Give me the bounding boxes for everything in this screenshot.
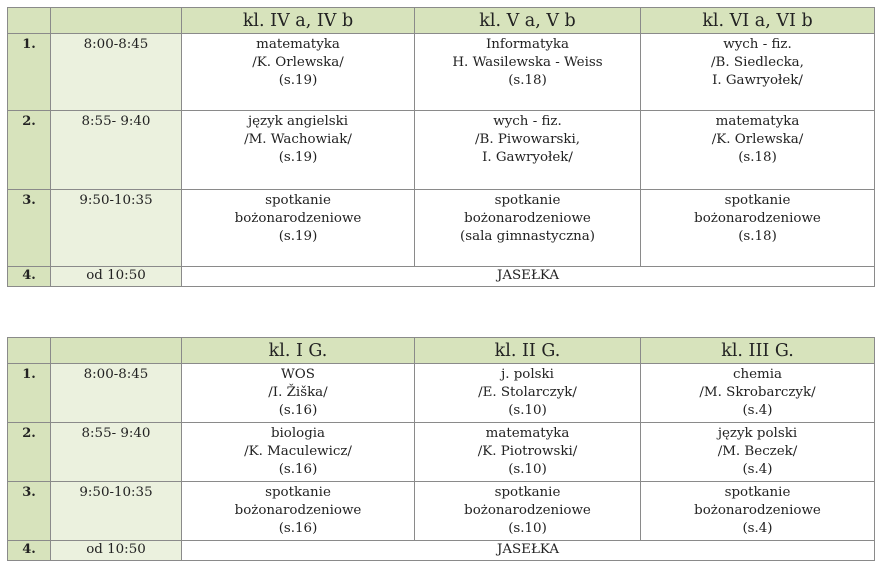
schedule-table-primary (7, 7, 875, 287)
lesson-cell (182, 364, 415, 423)
lesson-cell (182, 482, 415, 541)
lesson-cell (641, 111, 875, 190)
header-class-vi: kl. VI a, VI b (641, 8, 875, 34)
lesson-subject: bożonarodzeniowe (234, 211, 362, 227)
header-class-iii-g: kl. III G. (641, 338, 875, 364)
lesson-room: (s.4) (742, 403, 773, 419)
schedule-table-gimnazjum (7, 337, 875, 561)
lesson-teacher: H. Wasilewska - Weiss (452, 55, 603, 71)
lesson-teacher: /I. Žiška/ (268, 385, 328, 401)
lesson-subject: bożonarodzeniowe (234, 503, 362, 519)
lesson-subject: Informatyka (485, 37, 570, 52)
lesson-teacher: /K. Orlewska/ (252, 55, 344, 71)
table-row (8, 482, 875, 541)
lesson-cell (641, 34, 875, 111)
lesson-number: 2. (8, 423, 51, 482)
lesson-subject: spotkanie (265, 485, 331, 500)
lesson-room: (s.10) (508, 521, 547, 537)
table-row (8, 364, 875, 423)
lesson-number: 3. (8, 482, 51, 541)
lesson-time: 9:50-10:35 (51, 190, 182, 267)
lesson-number: 4. (8, 267, 51, 287)
lesson-cell (415, 423, 641, 482)
lesson-teacher: /K. Maculewicz/ (244, 444, 352, 460)
lesson-teacher: /E. Stolarczyk/ (478, 385, 577, 401)
lesson-teacher: /M. Beczek/ (717, 444, 798, 460)
lesson-cell (641, 423, 875, 482)
lesson-subject: bożonarodzeniowe (464, 503, 591, 519)
header-class-i-g: kl. I G. (182, 338, 415, 364)
table-row (8, 423, 875, 482)
lesson-cell (641, 364, 875, 423)
lesson-teacher: I. Gawryołek/ (482, 150, 573, 166)
lesson-cell (182, 34, 415, 111)
table-row (8, 267, 875, 287)
lesson-room: (s.18) (738, 150, 777, 166)
lesson-time: 9:50-10:35 (51, 482, 182, 541)
lesson-room: (s.4) (742, 521, 773, 537)
lesson-room: (s.10) (508, 403, 547, 419)
lesson-teacher: /M. Wachowiak/ (244, 132, 352, 148)
lesson-subject: język angielski (247, 114, 348, 129)
lesson-subject: bożonarodzeniowe (464, 211, 591, 227)
lesson-subject: spotkanie (494, 193, 561, 208)
lesson-cell (415, 34, 641, 111)
lesson-subject: WOS (281, 367, 315, 382)
lesson-subject: matematyka (485, 426, 570, 441)
lesson-cell (182, 111, 415, 190)
lesson-subject: matematyka (715, 114, 800, 129)
lesson-teacher: /B. Piwowarski, (474, 132, 581, 148)
lesson-time: 8:55- 9:40 (51, 423, 182, 482)
table-header-row (8, 338, 875, 364)
header-cell-time (51, 8, 182, 34)
header-cell-number (8, 338, 51, 364)
lesson-subject: biologia (270, 426, 326, 441)
lesson-teacher: /K. Piotrowski/ (477, 444, 578, 460)
lesson-subject: matematyka (256, 37, 340, 52)
lesson-number: 1. (8, 34, 51, 111)
lesson-teacher: I. Gawryołek/ (712, 73, 803, 89)
table-row (8, 111, 875, 190)
lesson-cell (641, 190, 875, 267)
lesson-cell (415, 190, 641, 267)
lesson-room: (s.18) (738, 229, 777, 245)
lesson-subject: język polski (717, 426, 798, 441)
lesson-room: (s.18) (508, 73, 547, 89)
lesson-cell (415, 364, 641, 423)
lesson-time: od 10:50 (51, 541, 182, 561)
lesson-subject: bożonarodzeniowe (694, 503, 821, 519)
lesson-room: (sala gimnastyczna) (460, 229, 595, 245)
table-row (8, 190, 875, 267)
lesson-room: (s.16) (278, 462, 318, 478)
lesson-room: (s.16) (278, 403, 318, 419)
lesson-room: (s.16) (278, 521, 318, 537)
lesson-time: 8:00-8:45 (51, 364, 182, 423)
lesson-subject: j. polski (501, 367, 554, 382)
lesson-subject: chemia (732, 367, 782, 382)
event-cell: JASEŁKA (182, 541, 875, 561)
lesson-room: (s.10) (508, 462, 547, 478)
header-cell-time (51, 338, 182, 364)
event-cell: JASEŁKA (182, 267, 875, 287)
table-row (8, 34, 875, 111)
header-class-ii-g: kl. II G. (415, 338, 641, 364)
lesson-cell (641, 482, 875, 541)
lesson-cell (182, 190, 415, 267)
lesson-cell (415, 111, 641, 190)
lesson-subject: spotkanie (724, 485, 791, 500)
lesson-cell (182, 423, 415, 482)
lesson-room: (s.19) (278, 73, 318, 89)
lesson-teacher: /B. Siedlecka, (711, 55, 804, 71)
lesson-teacher: /K. Orlewska/ (711, 132, 804, 148)
lesson-room: (s.4) (742, 462, 773, 478)
lesson-time: 8:55- 9:40 (51, 111, 182, 190)
lesson-time: 8:00-8:45 (51, 34, 182, 111)
lesson-subject: spotkanie (724, 193, 791, 208)
lesson-subject: spotkanie (494, 485, 561, 500)
header-cell-number (8, 8, 51, 34)
lesson-subject: wych - fiz. (723, 37, 792, 52)
lesson-number: 2. (8, 111, 51, 190)
lesson-cell (415, 482, 641, 541)
table-header-row (8, 8, 875, 34)
lesson-time: od 10:50 (51, 267, 182, 287)
lesson-number: 4. (8, 541, 51, 561)
header-class-iv: kl. IV a, IV b (182, 8, 415, 34)
lesson-room: (s.19) (278, 150, 318, 166)
lesson-room: (s.19) (278, 229, 318, 245)
lesson-number: 3. (8, 190, 51, 267)
table-row (8, 541, 875, 561)
lesson-teacher: /M. Skrobarczyk/ (699, 385, 816, 401)
lesson-subject: wych - fiz. (493, 114, 562, 129)
lesson-number: 1. (8, 364, 51, 423)
lesson-subject: spotkanie (265, 193, 331, 208)
header-class-v: kl. V a, V b (415, 8, 641, 34)
lesson-subject: bożonarodzeniowe (694, 211, 821, 227)
